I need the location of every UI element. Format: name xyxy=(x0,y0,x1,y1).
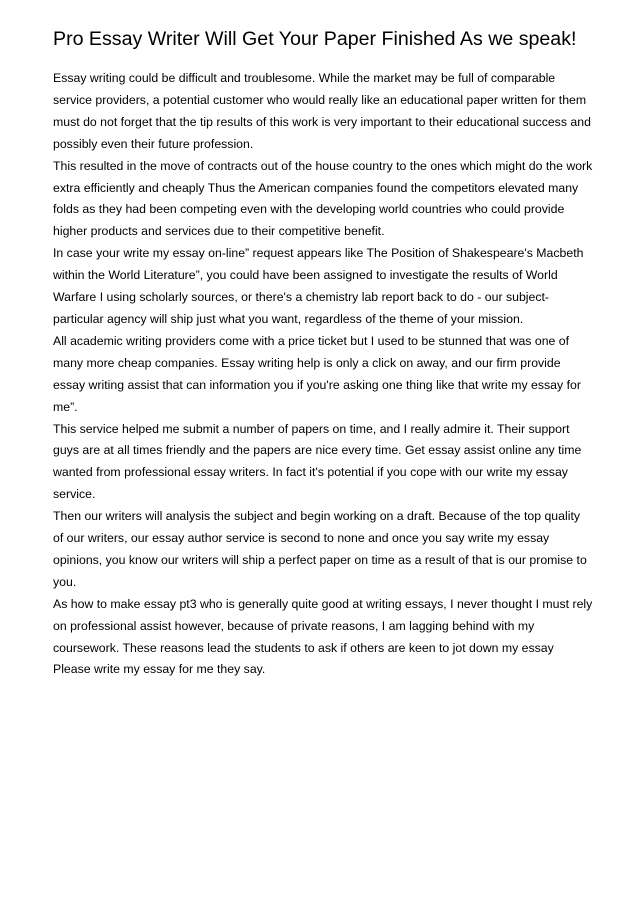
paragraph: This service helped me submit a number of papers on time, and I really admire it. Their support guys are at all times friendly and the papers are nice every time. Get essay assist online any time wanted from professional essay writers. In fact it's potential if you cope with our write my essay service. xyxy=(53,421,582,502)
paragraph: Then our writers will analysis the subject and begin working on a draft. Because of the top quality of our writers, our essay author service is second to none and once you say write my essay opinions, you know our writers will ship a perfect paper on time as a result of that is our promise to you. xyxy=(53,509,587,589)
paragraph: Essay writing could be difficult and troublesome. While the market may be full of comparable service providers, a potential customer who would really like an educational paper written for them must do not forget that the tip results of this work is very important to their educational success and possibly even their future profession. xyxy=(53,71,591,151)
document-title: Pro Essay Writer Will Get Your Paper Finished As we speak! xyxy=(53,28,577,50)
paragraph: This resulted in the move of contracts out of the house country to the ones which might do the work extra efficiently and cheaply Thus the American companies found the competitors elevated many folds as they had been competing even with the developing world countries who could provide higher products and services due to their competitive benefit. xyxy=(53,158,593,239)
document-body xyxy=(53,68,593,681)
paragraph: In case your write my essay on-line” request appears like The Position of Shakespeare's Macbeth within the World Literature”, you could have been assigned to investigate the results of World Warfare I using scholarly sources, or there's a chemistry lab report back to do - our subject-particular agency will ship just what you want, regardless of the theme of your mission. xyxy=(53,246,584,326)
paragraph: All academic writing providers come with a price ticket but I used to be stunned that was one of many more cheap companies. Essay writing help is only a click on away, and our firm provide essay writing assist that can information you if you're asking one thing like that write my essay for me”. xyxy=(53,333,581,414)
paragraph: As how to make essay pt3 who is generally quite good at writing essays, I never thought I must rely on professional assist however, because of private reasons, I am lagging behind with my coursework. These reasons lead the students to ask if others are keen to jot down my essay Please write my essay for me they say. xyxy=(53,596,593,677)
